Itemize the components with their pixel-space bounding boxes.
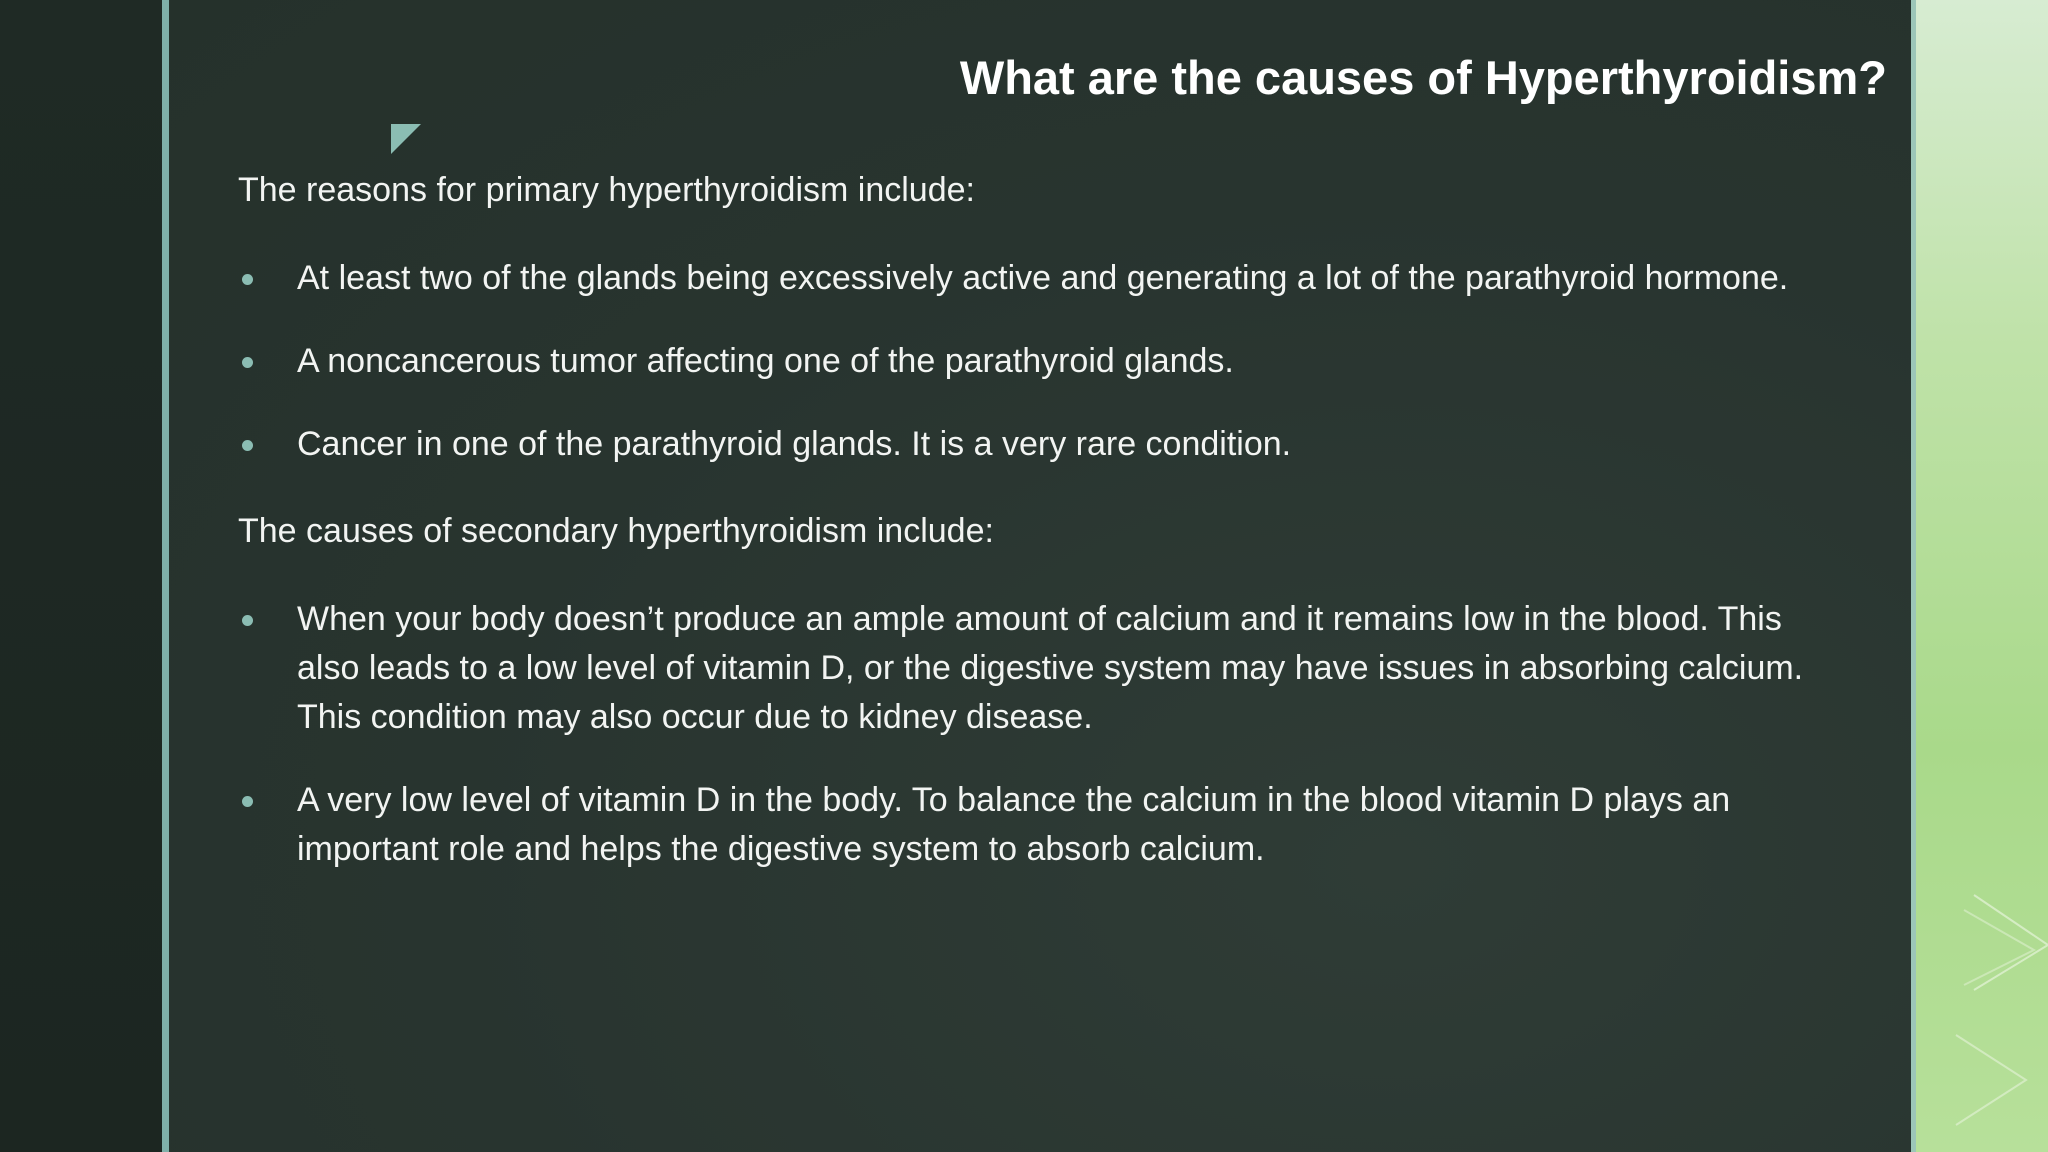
bullet-icon [242,274,253,285]
bullet-icon [242,440,253,451]
bullet-text: Cancer in one of the parathyroid glands. It is a very rare condition. [297,425,1292,463]
section-intro-primary: The reasons for primary hyperthyroidism include: [238,171,975,209]
left-decor-band [0,0,162,1152]
bullet-text: At least two of the glands being excessively active and generating a lot of the parathyroid hormone. [297,259,1789,297]
bullet-list-primary [238,254,1838,469]
list-item [238,337,1838,386]
list-item [238,420,1838,469]
bullet-text: A very low level of vitamin D in the body. To balance the calcium in the blood vitamin D plays an important role and helps the digestive system to absorb calcium. [297,781,1731,868]
corner-triangle-icon [391,124,421,154]
list-item [238,595,1838,742]
slide-content [238,166,1838,874]
section-intro-secondary: The causes of secondary hyperthyroidism include: [238,512,994,550]
right-decor-band [1916,0,2048,1152]
bullet-icon [242,615,253,626]
slide-title: What are the causes of Hyperthyroidism? [959,51,1887,104]
bullet-text: When your body doesn’t produce an ample amount of calcium and it remains low in the blood. This also leads to a low level of vitamin D, or the digestive system may have issues in absorbing calcium. This condition may also occur due to kidney disease. [297,600,1804,736]
list-item [238,776,1838,874]
left-accent-rule [162,0,169,1152]
bullet-icon [242,796,253,807]
bullet-icon [242,357,253,368]
chevron-decor-icon [1916,0,2048,1152]
list-item [238,254,1838,303]
bullet-text: A noncancerous tumor affecting one of the parathyroid glands. [297,342,1234,380]
bullet-list-secondary [238,595,1838,874]
